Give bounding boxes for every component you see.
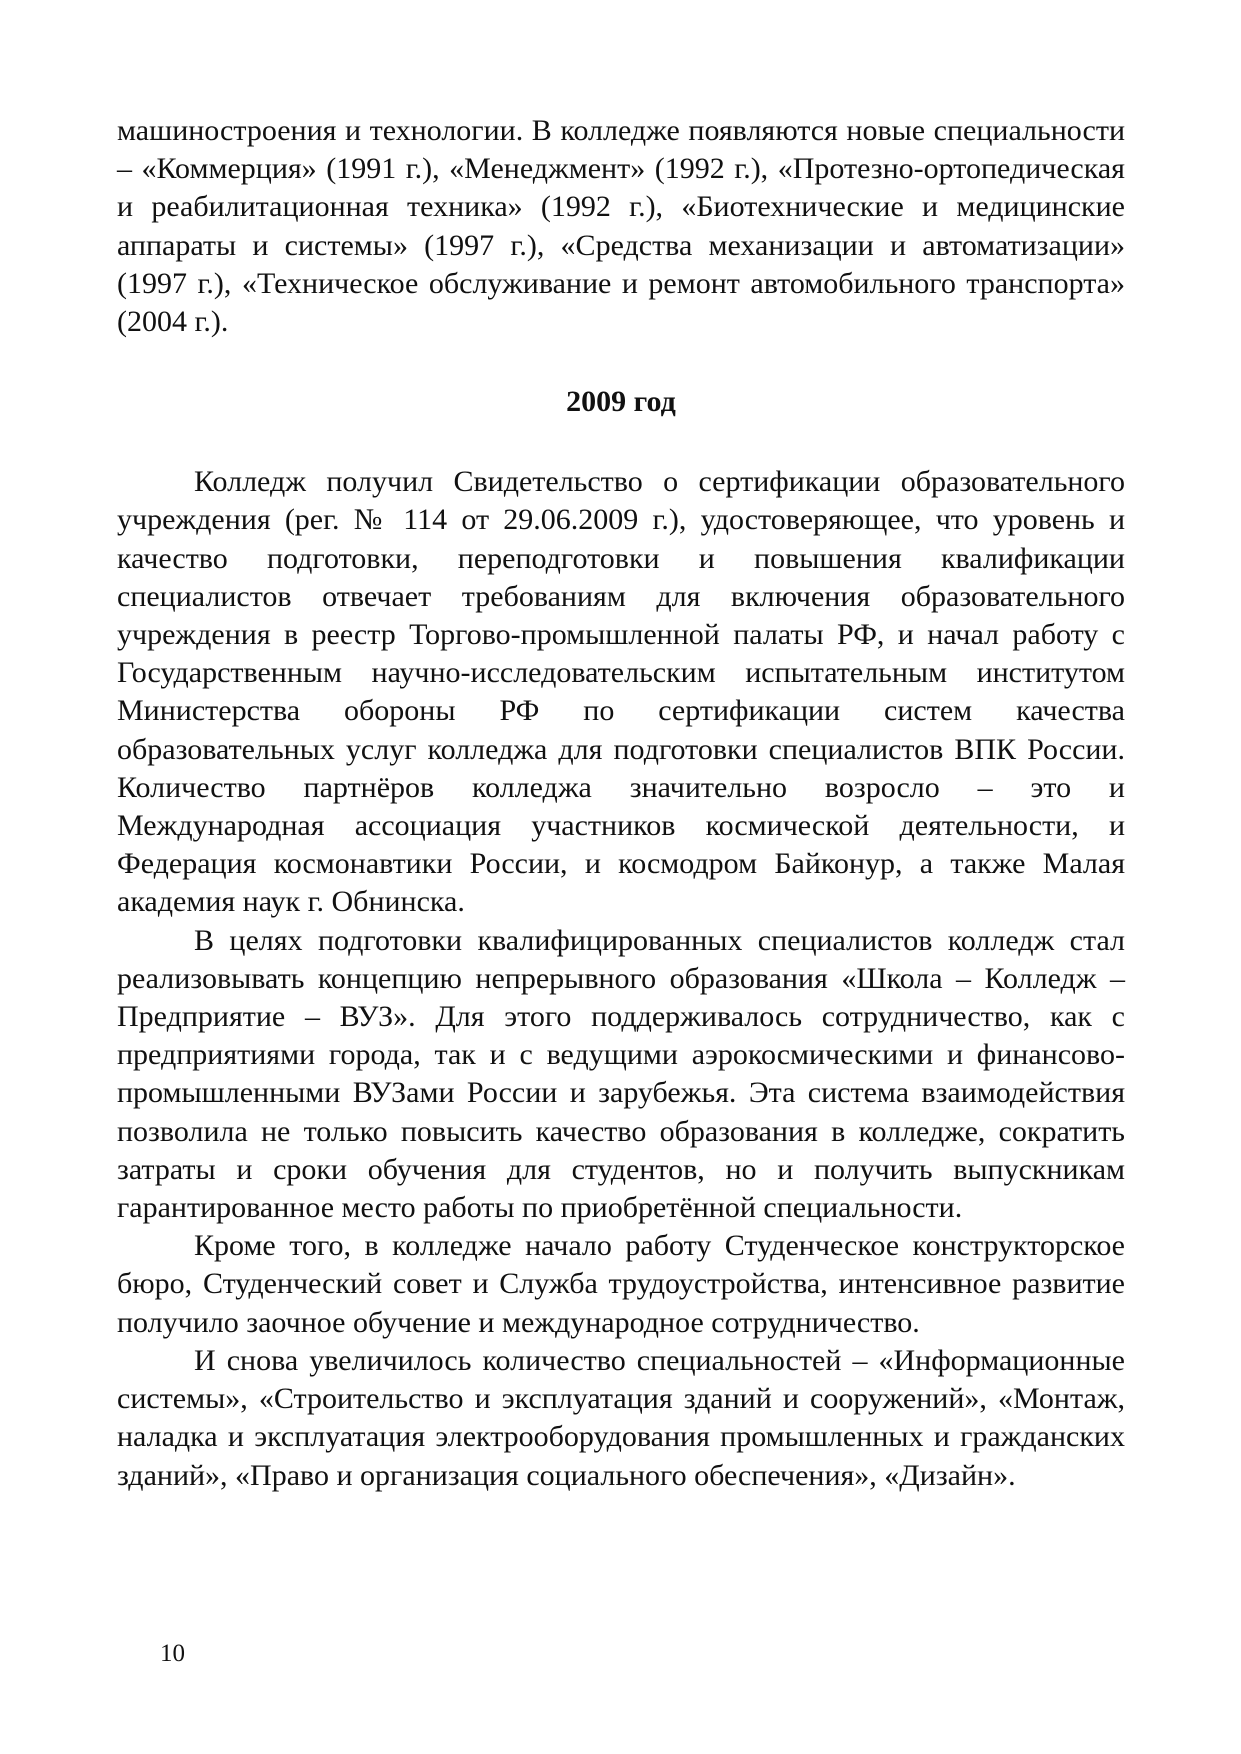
section-heading: 2009 год bbox=[566, 385, 676, 419]
paragraph-new-specialties: И снова увеличилось количество специальностей – «Информационные системы», «Строительство и эксплуатация зданий и сооружений», «Монтаж, наладка и эксплуатация электрооборудования промышленных и гражданских зданий», «Право и организация социального обеспечения», «Дизайн». bbox=[117, 1343, 1125, 1492]
paragraph-student-bureau: Кроме того, в колледже начало работу Студенческое конструкторское бюро, Студенческий совет и Служба трудоустройства, интенсивное развитие получило заочное обучение и международное сотрудничество. bbox=[117, 1229, 1125, 1339]
paragraph-continuous-education: В целях подготовки квалифицированных специалистов колледж стал реализовывать концепцию непрерывного образования «Школа – Колледж – Предприятие – ВУЗ». Для этого поддерживалось сотрудничество, как с предприятиями города, так и с ведущими аэрокосмическими и финансово-промышленными ВУЗами России и зарубежья. Эта система взаимодействия позволила не только повысить качество образования в колледже, сократить затраты и сроки обучения для студентов, но и получить выпускникам гарантированное место работы по приобретённой специальности. bbox=[117, 923, 1125, 1225]
page-number: 10 bbox=[160, 1640, 185, 1667]
paragraph-certification: Колледж получил Свидетельство о сертификации образовательного учреждения (рег. № 114 от 29.06.2009 г.), удостоверяющее, что уровень и качество подготовки, переподготовки и повышения квалификации специалистов отвечает требованиям для включения образовательного учреждения в реестр Торгово-промышленной палаты РФ, и начал работу с Государственным научно-исследовательским испытательным институтом Министерства обороны РФ по сертификации систем качества образовательных услуг колледжа для подготовки специалистов ВПК России. Количество партнёров колледжа значительно возросло – это и Международная ассоциация участников космической деятельности, и Федерация космонавтики России, и космодром Байконур, а также Малая академия наук г. Обнинска. bbox=[117, 465, 1125, 919]
page-content bbox=[117, 112, 1125, 1495]
opening-paragraph: машиностроения и технологии. В колледже появляются новые специальности – «Коммерция» (1991 г.), «Менеджмент» (1992 г.), «Протезно-ортопедическая и реабилитационная техника» (1992 г.), «Биотехнические и медицинские аппараты и системы» (1997 г.), «Средства механизации и автоматизации» (1997 г.), «Техническое обслуживание и ремонт автомобильного транспорта» (2004 г.). bbox=[117, 114, 1125, 339]
